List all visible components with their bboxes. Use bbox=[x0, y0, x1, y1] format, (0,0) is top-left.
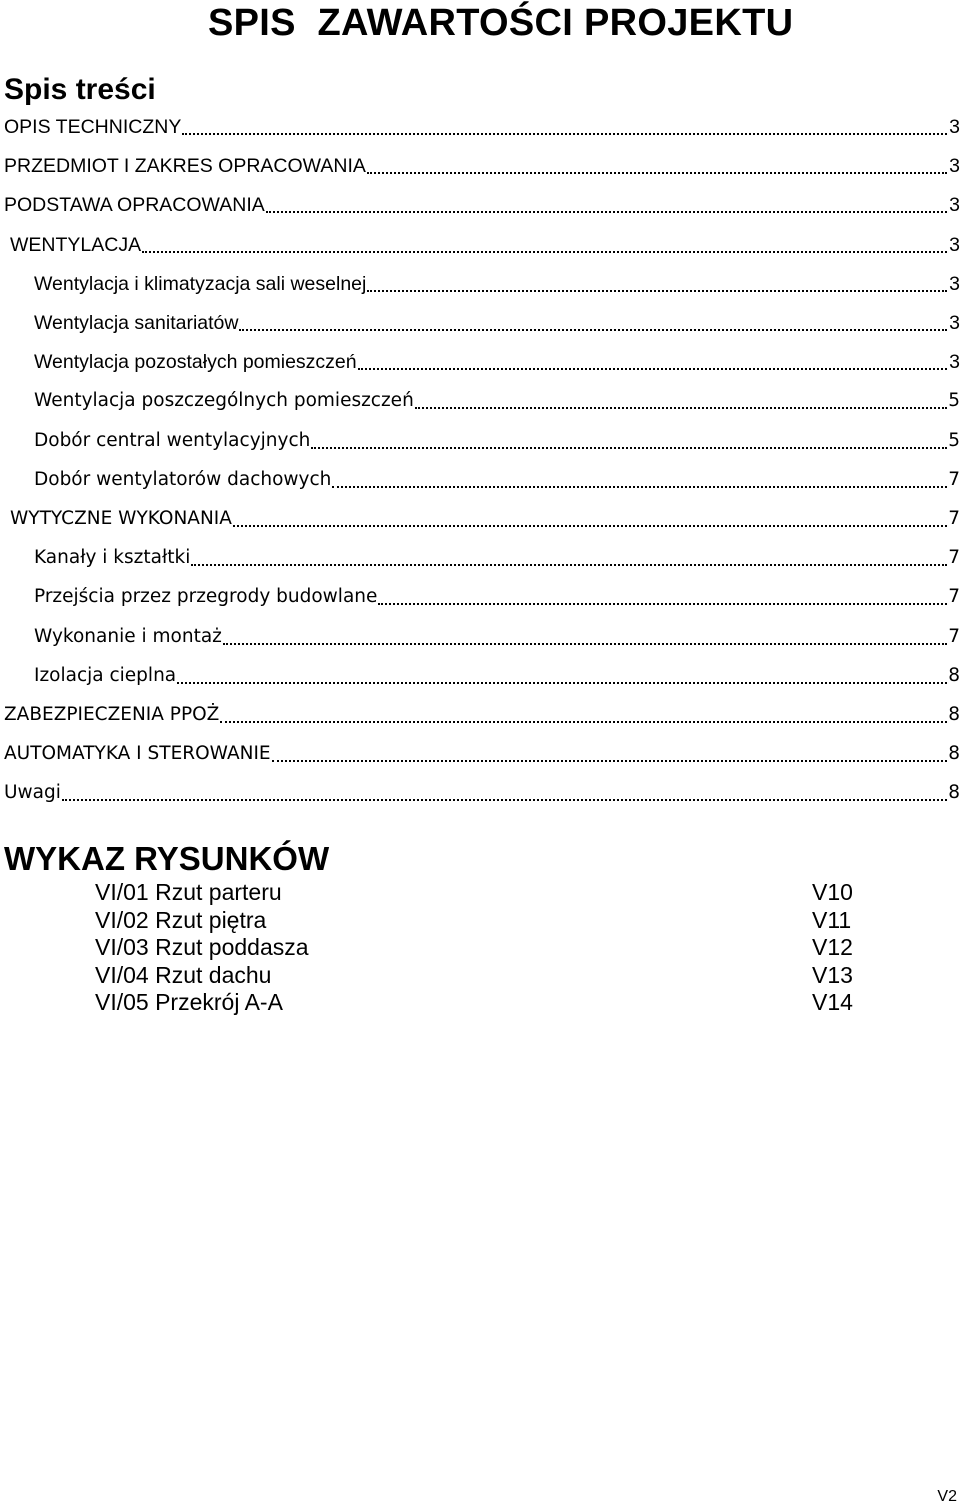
toc-entry-label: Wentylacja pozostałych pomieszczeń bbox=[34, 351, 357, 374]
toc-entry-label: Kanały i kształtki bbox=[34, 547, 191, 569]
toc-entry-page: 8 bbox=[948, 664, 960, 686]
footer-page-code: V2 bbox=[937, 1488, 957, 1505]
dot-leader bbox=[233, 525, 947, 527]
toc-entry-label: PODSTAWA OPRACOWANIA bbox=[4, 194, 265, 217]
toc-entry[interactable] bbox=[34, 265, 960, 303]
toc-entry-page: 8 bbox=[948, 743, 960, 765]
toc-entry-page: 3 bbox=[949, 155, 960, 178]
drawing-item bbox=[0, 989, 960, 1017]
toc-entry-page: 3 bbox=[949, 351, 960, 374]
page-title: SPIS ZAWARTOŚCI PROJEKTU bbox=[208, 2, 794, 44]
drawing-label: VI/01 Rzut parteru bbox=[95, 879, 282, 905]
toc-entry[interactable] bbox=[10, 500, 960, 538]
toc-entry[interactable] bbox=[34, 422, 960, 460]
toc-entry-label: Uwagi bbox=[4, 782, 61, 804]
drawing-item bbox=[0, 934, 960, 962]
dot-leader bbox=[239, 329, 947, 331]
toc-entry-label: AUTOMATYKA I STEROWANIE bbox=[4, 743, 271, 765]
toc-entry[interactable] bbox=[34, 461, 960, 499]
toc-entry[interactable] bbox=[4, 735, 960, 773]
toc-entry-page: 5 bbox=[948, 429, 960, 451]
toc-entry-label: WENTYLACJA bbox=[10, 233, 142, 256]
toc-entry[interactable] bbox=[4, 774, 960, 812]
toc-entry-page: 7 bbox=[948, 508, 960, 529]
drawing-label: VI/04 Rzut dachu bbox=[95, 961, 272, 988]
drawings-list-heading: WYKAZ RYSUNKÓW bbox=[4, 840, 330, 877]
toc-entry-label: PRZEDMIOT I ZAKRES OPRACOWANIA bbox=[4, 155, 366, 178]
toc-entry[interactable] bbox=[4, 147, 960, 185]
dot-leader bbox=[367, 290, 947, 292]
toc-entry-label: Wykonanie i montaż bbox=[34, 625, 222, 647]
toc-entry[interactable] bbox=[34, 304, 960, 342]
drawing-label: VI/03 Rzut poddasza bbox=[95, 934, 309, 960]
toc-entry[interactable] bbox=[34, 578, 960, 616]
toc-entry-page: 7 bbox=[948, 625, 960, 647]
drawing-item bbox=[0, 962, 960, 990]
dot-leader bbox=[177, 682, 947, 684]
toc-entry[interactable] bbox=[34, 382, 960, 420]
toc-entry-page: 3 bbox=[949, 194, 960, 217]
dot-leader bbox=[378, 603, 947, 605]
dot-leader bbox=[191, 564, 947, 566]
drawing-item bbox=[0, 907, 960, 935]
drawing-code: V14 bbox=[812, 989, 853, 1015]
drawing-label: VI/02 Rzut piętra bbox=[95, 906, 267, 933]
dot-leader bbox=[358, 368, 947, 370]
dot-leader bbox=[332, 486, 947, 488]
drawing-code: V12 bbox=[812, 934, 853, 960]
toc-entry-label: ZABEZPIECZENIA PPOŻ bbox=[4, 704, 220, 725]
toc-entry[interactable] bbox=[34, 657, 960, 695]
toc-entry-label: Izolacja cieplna bbox=[34, 664, 177, 686]
toc-entry-page: 3 bbox=[949, 272, 960, 295]
dot-leader bbox=[182, 133, 947, 135]
toc-entry[interactable] bbox=[34, 343, 960, 381]
toc-entry[interactable] bbox=[10, 226, 960, 264]
toc-entry-page: 7 bbox=[948, 586, 960, 608]
toc-entry-label: OPIS TECHNICZNY bbox=[4, 116, 182, 138]
dot-leader bbox=[311, 447, 947, 449]
toc-entry-page: 7 bbox=[948, 468, 960, 490]
dot-leader bbox=[367, 172, 947, 174]
toc-entry[interactable] bbox=[4, 696, 960, 734]
drawing-code: V13 bbox=[812, 961, 853, 988]
dot-leader bbox=[220, 721, 947, 723]
toc-entry[interactable] bbox=[4, 186, 960, 224]
toc-entry-page: 7 bbox=[948, 547, 960, 569]
toc-entry-label: WYTYCZNE WYKONANIA bbox=[10, 508, 232, 529]
toc-entry-page: 3 bbox=[949, 116, 960, 138]
toc-entry-page: 5 bbox=[948, 390, 960, 412]
toc-entry-label: Dobór wentylatorów dachowych bbox=[34, 468, 332, 490]
toc-entry-label: Wentylacja poszczególnych pomieszczeń bbox=[34, 390, 414, 412]
dot-leader bbox=[415, 407, 947, 409]
toc-heading: Spis treści bbox=[4, 73, 156, 106]
dot-leader bbox=[142, 251, 947, 253]
toc-entry-label: Wentylacja i klimatyzacja sali weselnej bbox=[34, 272, 367, 295]
dot-leader bbox=[272, 760, 947, 762]
toc-entry-page: 8 bbox=[948, 704, 960, 725]
drawing-code: V11 bbox=[812, 906, 852, 933]
toc-entry-page: 3 bbox=[949, 312, 960, 334]
drawing-label: VI/05 Przekrój A-A bbox=[95, 989, 283, 1015]
toc-entry-label: Wentylacja sanitariatów bbox=[34, 312, 239, 334]
toc-entry[interactable] bbox=[4, 108, 960, 146]
drawing-item bbox=[0, 879, 960, 907]
toc-entry[interactable] bbox=[34, 539, 960, 577]
toc-entry-page: 8 bbox=[948, 782, 960, 804]
drawing-code: V10 bbox=[812, 879, 853, 905]
dot-leader bbox=[223, 643, 947, 645]
dot-leader bbox=[62, 799, 947, 801]
toc-entry[interactable] bbox=[34, 618, 960, 656]
dot-leader bbox=[266, 211, 947, 213]
toc-entry-page: 3 bbox=[949, 233, 960, 256]
toc-entry-label: Przejścia przez przegrody budowlane bbox=[34, 586, 378, 608]
toc-entry-label: Dobór central wentylacyjnych bbox=[34, 429, 311, 451]
